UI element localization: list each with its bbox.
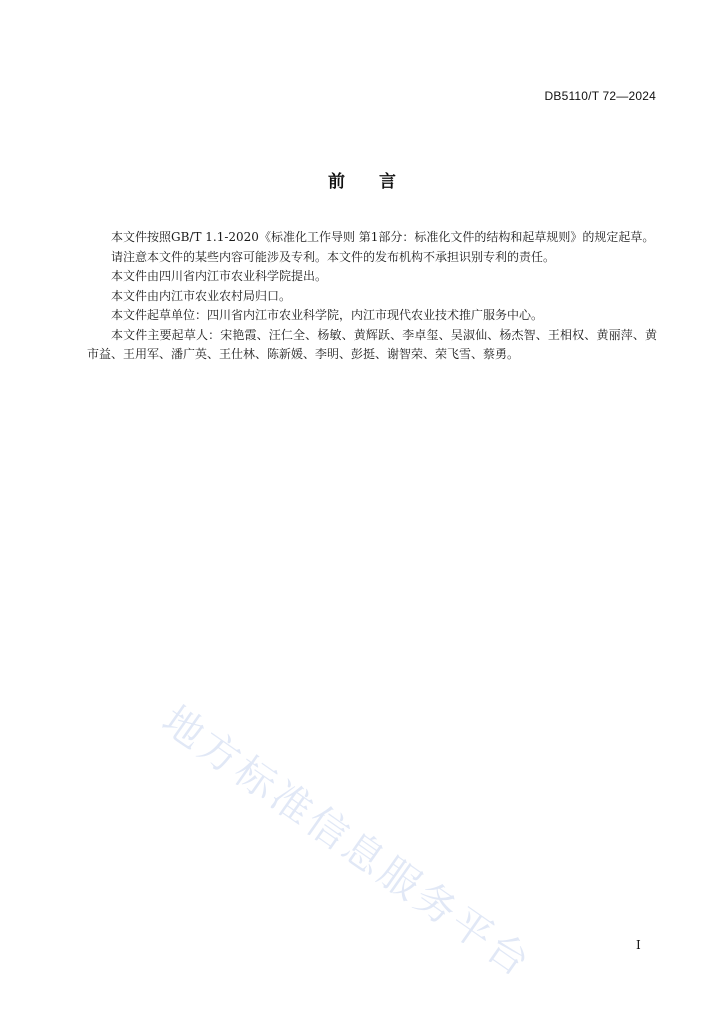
paragraph-drafters: 本文件主要起草人：宋艳霞、汪仁全、杨敏、黄辉跃、李卓玺、吴淑仙、杨杰智、王相权、黄丽萍、黄市益、王用军、潘广英、王仕林、陈新媛、李明、彭挺、谢智荣、荣飞雪、蔡勇。 — [87, 327, 657, 361]
page-number: I — [636, 938, 641, 952]
paragraph-patent-notice: 请注意本文件的某些内容可能涉及专利。本文件的发布机构不承担识别专利的责任。 — [111, 249, 556, 264]
paragraph-proposer: 本文件由四川省内江市农业科学院提出。 — [111, 269, 328, 283]
watermark-text: 地方标准信息服务平台 — [153, 697, 541, 988]
paragraph-drafting-units: 本文件起草单位：四川省内江市农业科学院，内江市现代农业技术推广服务中心。 — [111, 308, 544, 322]
paragraph-drafting-rules: 本文件按照GB/T 1.1-2020《标准化工作导则 第1部分：标准化文件的结构和起草规则》的规定起草。 — [111, 230, 655, 244]
preface-body — [87, 228, 657, 365]
section-title: 前言 — [328, 172, 430, 192]
document-code: DB5110/T 72—2024 — [544, 89, 656, 103]
paragraph-administrator: 本文件由内江市农业农村局归口。 — [111, 288, 292, 303]
